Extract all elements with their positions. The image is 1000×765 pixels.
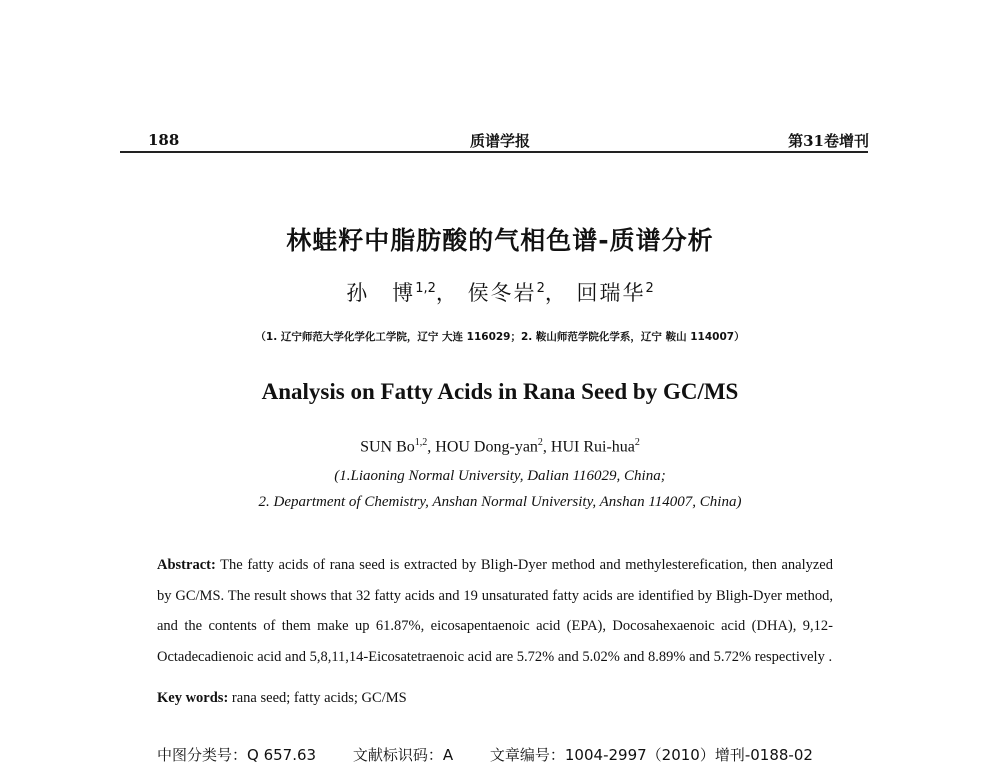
chinese-affiliation: （1. 辽宁师范大学化学化工学院，辽宁 大连 116029；2. 鞍山师范学院化学系，辽宁 鞍山 114007） (255, 331, 745, 343)
english-title: Analysis on Fatty Acids in Rana Seed by GC/MS (261, 379, 739, 404)
keywords-text: rana seed; fatty acids; GC/MS (231, 690, 407, 706)
author-affil-mark: 2 (634, 437, 640, 448)
author-name: HUI Rui-hua (550, 438, 635, 456)
abstract (157, 550, 833, 672)
author-affil-mark: 2 (536, 281, 545, 296)
chinese-authors: 孙 博$^{1,2}$， 侯冬岩$^2$， 回瑞华$^2$ (346, 281, 654, 305)
author-affil-mark: 2 (537, 437, 543, 448)
english-affiliation-1: (1.Liaoning Normal University, Dalian 116029, China; (334, 468, 666, 484)
chinese-title: 林蛙籽中脂肪酸的气相色谱-质谱分析 (286, 226, 714, 255)
classification-line (157, 744, 845, 765)
author-name: 侯冬岩 (467, 281, 537, 305)
author-name: SUN Bo (360, 438, 415, 456)
author-affil-mark: 1,2 (414, 437, 428, 448)
english-authors: SUN Bo$^{1,2}$, HOU Dong-yan$^2$, HUI Rui-hua$^2$ (360, 437, 640, 456)
english-affiliation-2: 2. Department of Chemistry, Anshan Normal University, Anshan 114007, China) (258, 494, 742, 510)
abstract-text: The fatty acids of rana seed is extracted by Bligh-Dyer method and methylesterefication, then analyzed by GC/MS. The result shows that 32 fatty acids and 19 unsaturated fatty acids are identified by Bligh-Dyer method, and the contents of them make up 61.87%, eicosapentaenoic acid (EPA), Docosahexaenoic acid (DHA), 9,12-Octadecadienoic acid and 5,8,11,14-Eicosatetraenoic acid are 5.72% and 5.02% and 8.89% and 5.72% respectively . (157, 557, 833, 665)
abstract-label: Abstract: (157, 557, 216, 573)
keywords-label: Key words: (157, 690, 229, 706)
author-affil-mark: 2 (645, 281, 654, 296)
author-affil-mark: 1,2 (415, 281, 436, 296)
volume-label: 第31卷增刊 (788, 132, 869, 150)
author-name: 回瑞华 (576, 281, 646, 305)
document-code: 文献标识码：A (352, 746, 454, 764)
author-name: 孙 博 (346, 281, 416, 305)
clc-number: 中图分类号：Q 657.63 (157, 746, 317, 764)
page-number: 188 (148, 131, 180, 149)
author-name: HOU Dong-yan (435, 438, 538, 456)
keywords (157, 690, 407, 707)
header-rule (120, 151, 868, 153)
article-number: 文章编号：1004-2997（2010）增刊-0188-02 (489, 746, 813, 764)
journal-name: 质谱学报 (469, 132, 530, 150)
